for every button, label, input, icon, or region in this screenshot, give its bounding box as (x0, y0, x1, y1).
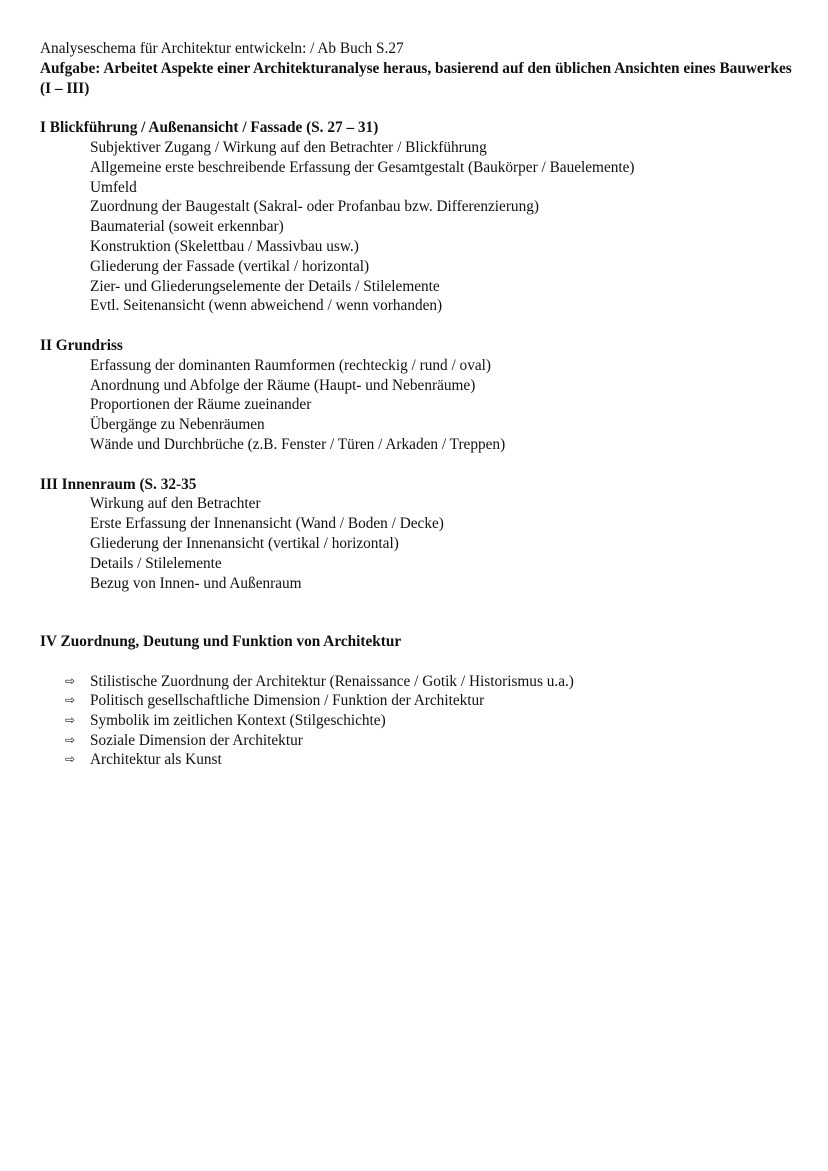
document-page (40, 39, 800, 770)
list-item: Erfassung der dominanten Raumformen (rechteckig / rund / oval) (90, 356, 491, 374)
right-arrow-icon: ⇨ (65, 713, 76, 727)
list-item-text: Symbolik im zeitlichen Kontext (Stilgeschichte) (90, 712, 386, 729)
list-item: Bezug von Innen- und Außenraum (90, 574, 302, 592)
list-item: Evtl. Seitenansicht (wenn abweichend / wenn vorhanden) (90, 297, 443, 315)
list-item: Umfeld (90, 178, 137, 196)
list-item: Baumaterial (soweit erkennbar) (90, 218, 284, 236)
list-item (65, 692, 800, 712)
right-arrow-icon: ⇨ (65, 673, 76, 688)
list-item-text: Architektur als Kunst (90, 751, 222, 769)
section-heading: III Innenraum (S. 32-35 (40, 475, 197, 493)
list-item: Subjektiver Zugang / Wirkung auf den Betrachter / Blickführung (90, 138, 487, 156)
list-item: Anordnung und Abfolge der Räume (Haupt- und Nebenräume) (90, 376, 476, 394)
list-item: Zier- und Gliederungselemente der Details / Stilelemente (90, 277, 440, 295)
right-arrow-icon: ⇨ (65, 732, 76, 747)
list-item: Proportionen der Räume zueinander (90, 396, 312, 414)
section-3-list (40, 494, 800, 593)
intro-line: Analyseschema für Architektur entwickeln: / Ab Buch S.27 (40, 40, 404, 57)
section-1 (40, 118, 800, 316)
list-item (65, 711, 800, 731)
list-item: Zuordnung der Baugestalt (Sakral- oder Profanbau bzw. Differenzierung) (90, 198, 539, 216)
list-item-text: Politisch gesellschaftliche Dimension / Funktion der Architektur (90, 692, 485, 710)
section-4-list (40, 672, 800, 770)
list-item: Gliederung der Fassade (vertikal / horizontal) (90, 257, 370, 275)
right-arrow-icon: ⇨ (65, 752, 76, 767)
list-item: Übergänge zu Nebenräumen (90, 416, 265, 434)
list-item: Konstruktion (Skelettbau / Massivbau usw.) (90, 237, 359, 255)
list-item: Wirkung auf den Betrachter (90, 495, 261, 513)
section-2-list (40, 356, 800, 455)
list-item-text: Stilistische Zuordnung der Architektur (Renaissance / Gotik / Historismus u.a.) (90, 672, 574, 690)
section-heading: I Blickführung / Außenansicht / Fassade (S. 27 – 31) (40, 119, 379, 137)
list-item (65, 672, 800, 692)
list-item: Details / Stilelemente (90, 554, 222, 572)
section-1-list (40, 138, 800, 316)
list-item (65, 731, 800, 751)
task-statement: Aufgabe: Arbeitet Aspekte einer Architekturanalyse heraus, basierend auf den üblichen Ansichten eines Bauwerkes (I – III) (40, 59, 792, 97)
list-item-text: Soziale Dimension der Architektur (90, 731, 303, 749)
list-item: Allgemeine erste beschreibende Erfassung der Gesamtgestalt (Baukörper / Bauelemente) (90, 158, 635, 176)
list-item: Gliederung der Innenansicht (vertikal / horizontal) (90, 534, 399, 552)
section-2 (40, 336, 800, 455)
list-item: Wände und Durchbrüche (z.B. Fenster / Türen / Arkaden / Treppen) (90, 435, 506, 453)
section-heading: IV Zuordnung, Deutung und Funktion von Architektur (40, 633, 402, 651)
right-arrow-icon: ⇨ (65, 693, 76, 708)
list-item: Erste Erfassung der Innenansicht (Wand / Boden / Decke) (90, 515, 444, 533)
section-3 (40, 475, 800, 594)
section-4 (40, 632, 800, 770)
section-heading: II Grundriss (40, 336, 123, 354)
list-item (65, 750, 800, 770)
